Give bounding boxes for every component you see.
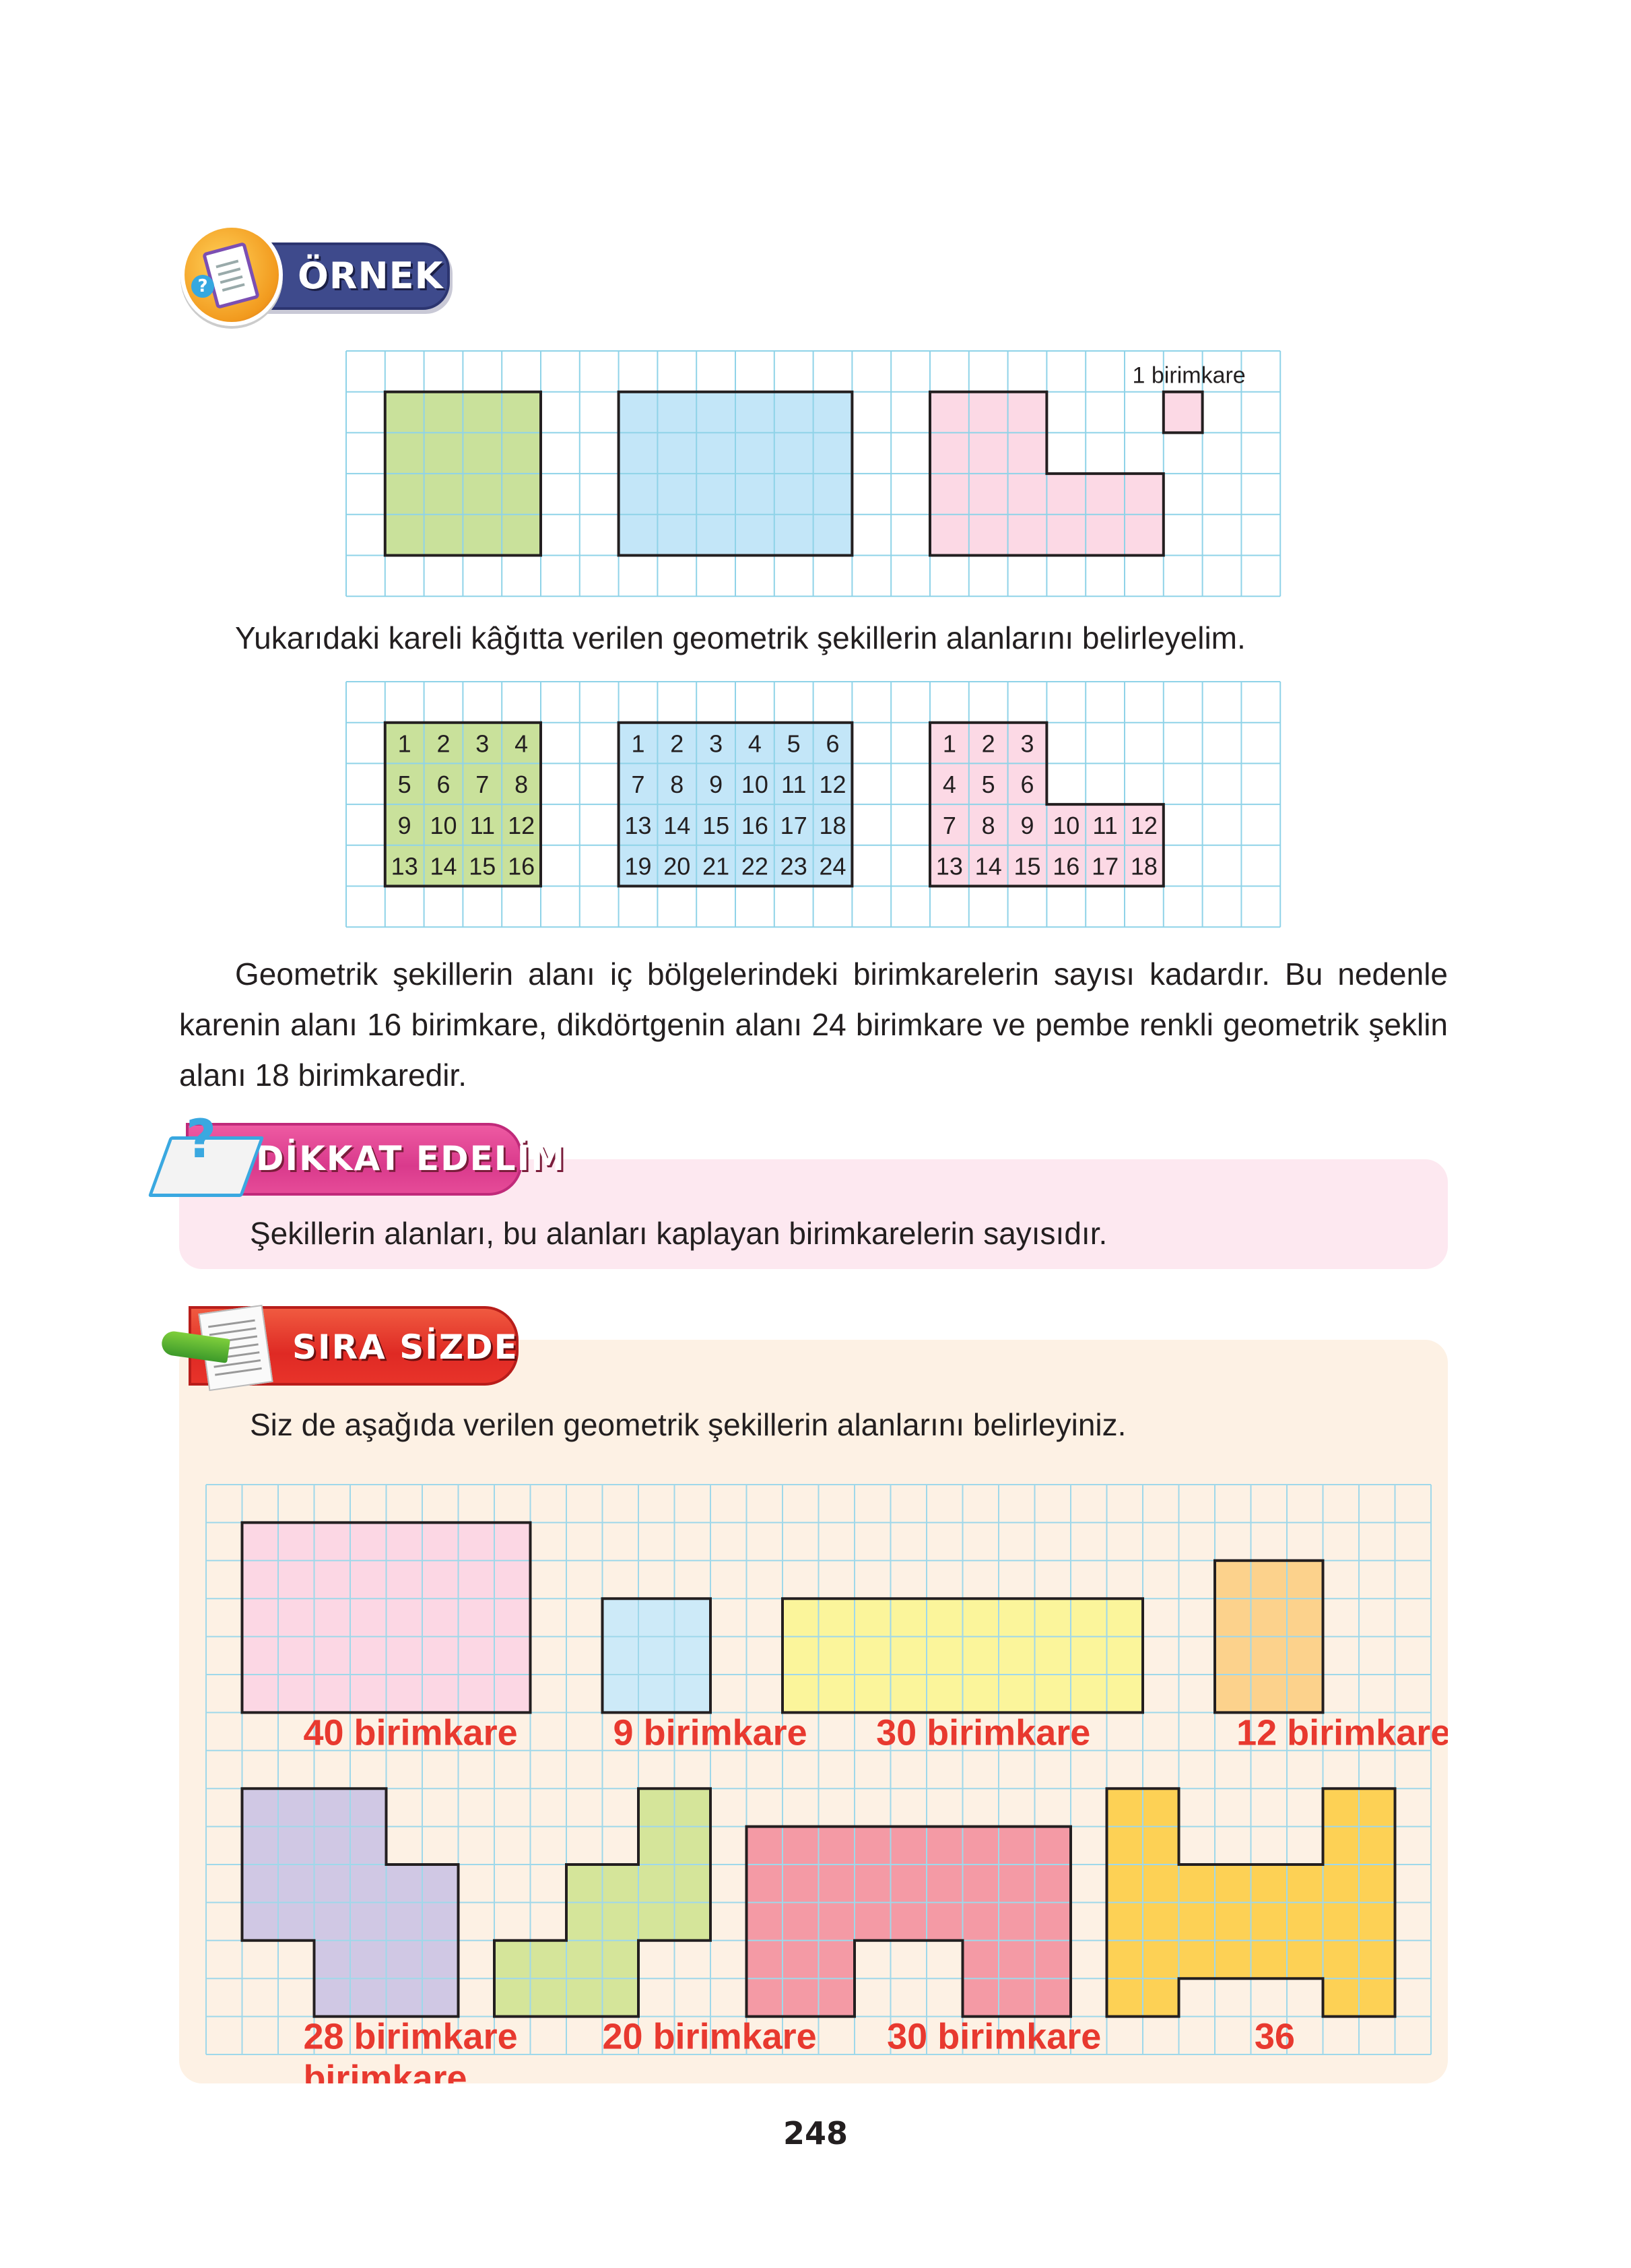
cell-number: 11 (469, 811, 495, 839)
unit-square (1164, 392, 1203, 433)
cell-number: 17 (780, 811, 807, 839)
cell-number: 11 (1092, 811, 1118, 839)
answer-label: 12 birimkare (1236, 1712, 1451, 1753)
answer-label: 36 (1254, 2016, 1295, 2057)
cell-number: 15 (469, 852, 496, 880)
cell-number: 17 (1092, 852, 1119, 880)
cell-number: 8 (514, 771, 529, 799)
dikkat-edelim-badge (159, 1109, 566, 1196)
cell-number: 6 (1020, 771, 1034, 799)
unit-square-label: 1 birimkare (1132, 362, 1246, 389)
answer-label: 20 birimkare (602, 2016, 817, 2057)
cell-number: 6 (826, 730, 840, 758)
cell-number: 9 (397, 811, 411, 839)
cell-number: 20 (663, 852, 691, 880)
cell-number: 8 (670, 771, 684, 799)
cell-number: 18 (1130, 852, 1158, 880)
cell-number: 10 (430, 811, 457, 839)
cell-number: 13 (391, 852, 418, 880)
sira-sizde-badge (162, 1299, 519, 1386)
cell-number: 4 (514, 730, 529, 758)
cell-number: 4 (942, 771, 956, 799)
ornek-label: ÖRNEK (298, 255, 444, 297)
cell-number: 16 (508, 852, 535, 880)
cell-number: 16 (1053, 852, 1080, 880)
explanation-paragraph (179, 949, 1448, 1101)
cell-number: 7 (631, 771, 645, 799)
example-sentence: Yukarıdaki kareli kâğıtta verilen geometrik şekillerin alanlarını belirleyelim. (235, 620, 1246, 655)
cell-number: 23 (780, 852, 807, 880)
cell-number: 8 (981, 811, 995, 839)
sira-sizde-box (179, 1340, 1451, 2099)
ornek-label-pill (255, 242, 450, 310)
sira-sizde-instruction: Siz de aşağıda verilen geometrik şekillerin alanlarını belirleyiniz. (250, 1407, 1127, 1442)
answer-label: 30 birimkare (887, 2016, 1102, 2057)
page-number: 248 (783, 2115, 848, 2151)
dikkat-edelim-text: Şekillerin alanları, bu alanları kaplayan birimkarelerin sayısıdır. (250, 1216, 1108, 1251)
cell-number: 3 (1020, 730, 1034, 758)
answer-label: 40 birimkare (303, 1712, 518, 1753)
sira-sizde-label: SIRA SİZDE (292, 1328, 519, 1367)
question-mark-icon: ? (186, 1109, 217, 1170)
cell-number: 19 (624, 852, 652, 880)
cell-number: 14 (974, 852, 1002, 880)
cell-number: 12 (1130, 811, 1158, 839)
cell-number: 12 (819, 771, 846, 799)
cell-number: 16 (741, 811, 768, 839)
question-icon: ? (191, 275, 214, 298)
ornek-badge (180, 224, 450, 325)
answer-label: 28 birimkare (303, 2016, 518, 2057)
cell-number: 13 (624, 811, 652, 839)
cell-number: 14 (663, 811, 691, 839)
cell-number: 9 (1020, 811, 1034, 839)
cell-number: 1 (397, 730, 411, 758)
answer-label: birimkare (303, 2058, 467, 2099)
example-grid-shapes (346, 351, 1281, 597)
answer-label: 9 birimkare (613, 1712, 807, 1753)
cell-number: 12 (508, 811, 535, 839)
answer-label: 30 birimkare (876, 1712, 1091, 1753)
cell-number: 3 (709, 730, 723, 758)
cell-number: 2 (981, 730, 995, 758)
cell-number: 9 (709, 771, 723, 799)
cell-number: 5 (981, 771, 995, 799)
cell-number: 13 (935, 852, 963, 880)
cell-number: 7 (942, 811, 956, 839)
cell-number: 14 (430, 852, 457, 880)
cell-number: 1 (631, 730, 645, 758)
cell-number: 15 (1013, 852, 1041, 880)
cell-number: 4 (747, 730, 762, 758)
cell-number: 5 (787, 730, 801, 758)
exercise-grid (206, 1485, 1451, 2099)
example-grid-numbered (346, 682, 1281, 928)
cell-number: 22 (741, 852, 768, 880)
cell-number: 3 (475, 730, 490, 758)
cell-number: 2 (670, 730, 684, 758)
cell-number: 5 (397, 771, 411, 799)
clipboard-icon-paper (202, 242, 260, 309)
cell-number: 10 (741, 771, 768, 799)
clipboard-icon (180, 224, 283, 326)
cell-number: 1 (942, 730, 956, 758)
cell-number: 18 (819, 811, 846, 839)
cell-number: 15 (702, 811, 730, 839)
cell-number: 11 (781, 771, 807, 799)
cell-number: 2 (436, 730, 451, 758)
cell-number: 7 (475, 771, 490, 799)
cell-number: 24 (819, 852, 846, 880)
cell-number: 10 (1053, 811, 1080, 839)
dikkat-edelim-label: DİKKAT EDELİM (256, 1139, 566, 1178)
cell-number: 6 (436, 771, 451, 799)
explanation-text: Geometrik şekillerin alanı iç bölgelerindeki birimkarelerin sayısı kadardır. Bu nedenle karenin alanı 16 birimkare, dikdörtgenin alanı 24 birimkare ve pembe renkli geometrik şeklin alanı 18 birimkaredir. (179, 957, 1448, 1093)
cell-number: 21 (702, 852, 730, 880)
